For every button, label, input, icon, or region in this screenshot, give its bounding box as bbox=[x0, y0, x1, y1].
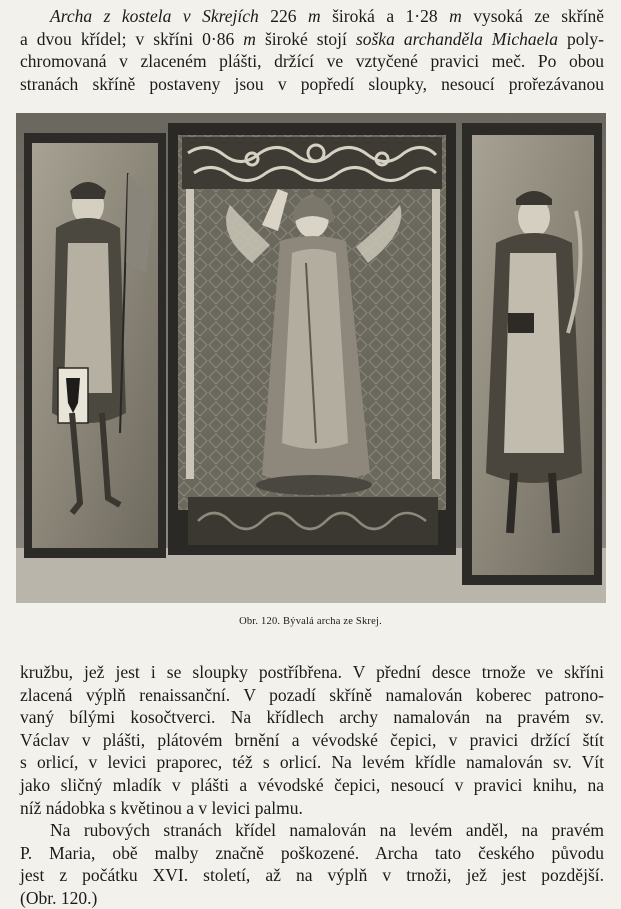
text-line: chromovaná v zlaceném plášti, držící ve vztyčené pravici meč. Po obou bbox=[20, 51, 604, 72]
body-paragraph bbox=[20, 661, 604, 819]
body-paragraph bbox=[20, 819, 604, 909]
text-line: Archa z kostela v Skrejích 226 m široká a 1·28 m vysoká ze skříně bbox=[50, 6, 605, 26]
text-line: stranách skříně postaveny jsou v popředí sloupky, nesoucí prořezávanou bbox=[20, 73, 604, 94]
top-paragraph bbox=[20, 5, 604, 95]
text-line: Na rubových stranách křídel namalován na levém anděl, na pravém bbox=[50, 820, 604, 840]
text-line: níž nádobka s květinou a v levici palmu. bbox=[20, 797, 303, 818]
text-line: P. Maria, obě malby značně poškozené. Archa tato českého původu bbox=[20, 842, 604, 863]
text-line: s orlicí, v levici praporec, též s orlicí. Na levém křídle namalován sv. Vít bbox=[20, 752, 604, 773]
text-line: jako sličný mladík v plášti a vévodské čepici, nesoucí v pravici knihu, na bbox=[20, 774, 604, 795]
altarpiece-photograph bbox=[16, 113, 606, 603]
figure-caption: Obr. 120. Bývalá archa ze Skrej. bbox=[239, 616, 382, 627]
text-line: (Obr. 120.) bbox=[20, 887, 98, 908]
altarpiece-illustration bbox=[16, 113, 606, 603]
text-line: vaný bílými kosočtverci. Na křídlech archy namalován na pravém sv. bbox=[20, 707, 604, 728]
text-line: zlacená výplň renaissanční. V pozadí skříně namalován koberec patrono- bbox=[20, 684, 604, 705]
text-line: Václav v plášti, plátovém brnění a vévodské čepici, v pravici držící štít bbox=[20, 729, 604, 750]
text-line: jest z počátku XVI. století, až na výplň v trnoži, jež jest pozdější. bbox=[20, 865, 604, 886]
text-line: a dvou křídel; v skříni 0·86 m široké stojí soška archanděla Michaela poly- bbox=[20, 28, 604, 49]
text-line: kružbu, jež jest i se sloupky postříbřena. V přední desce trnože ve skříni bbox=[20, 662, 604, 682]
